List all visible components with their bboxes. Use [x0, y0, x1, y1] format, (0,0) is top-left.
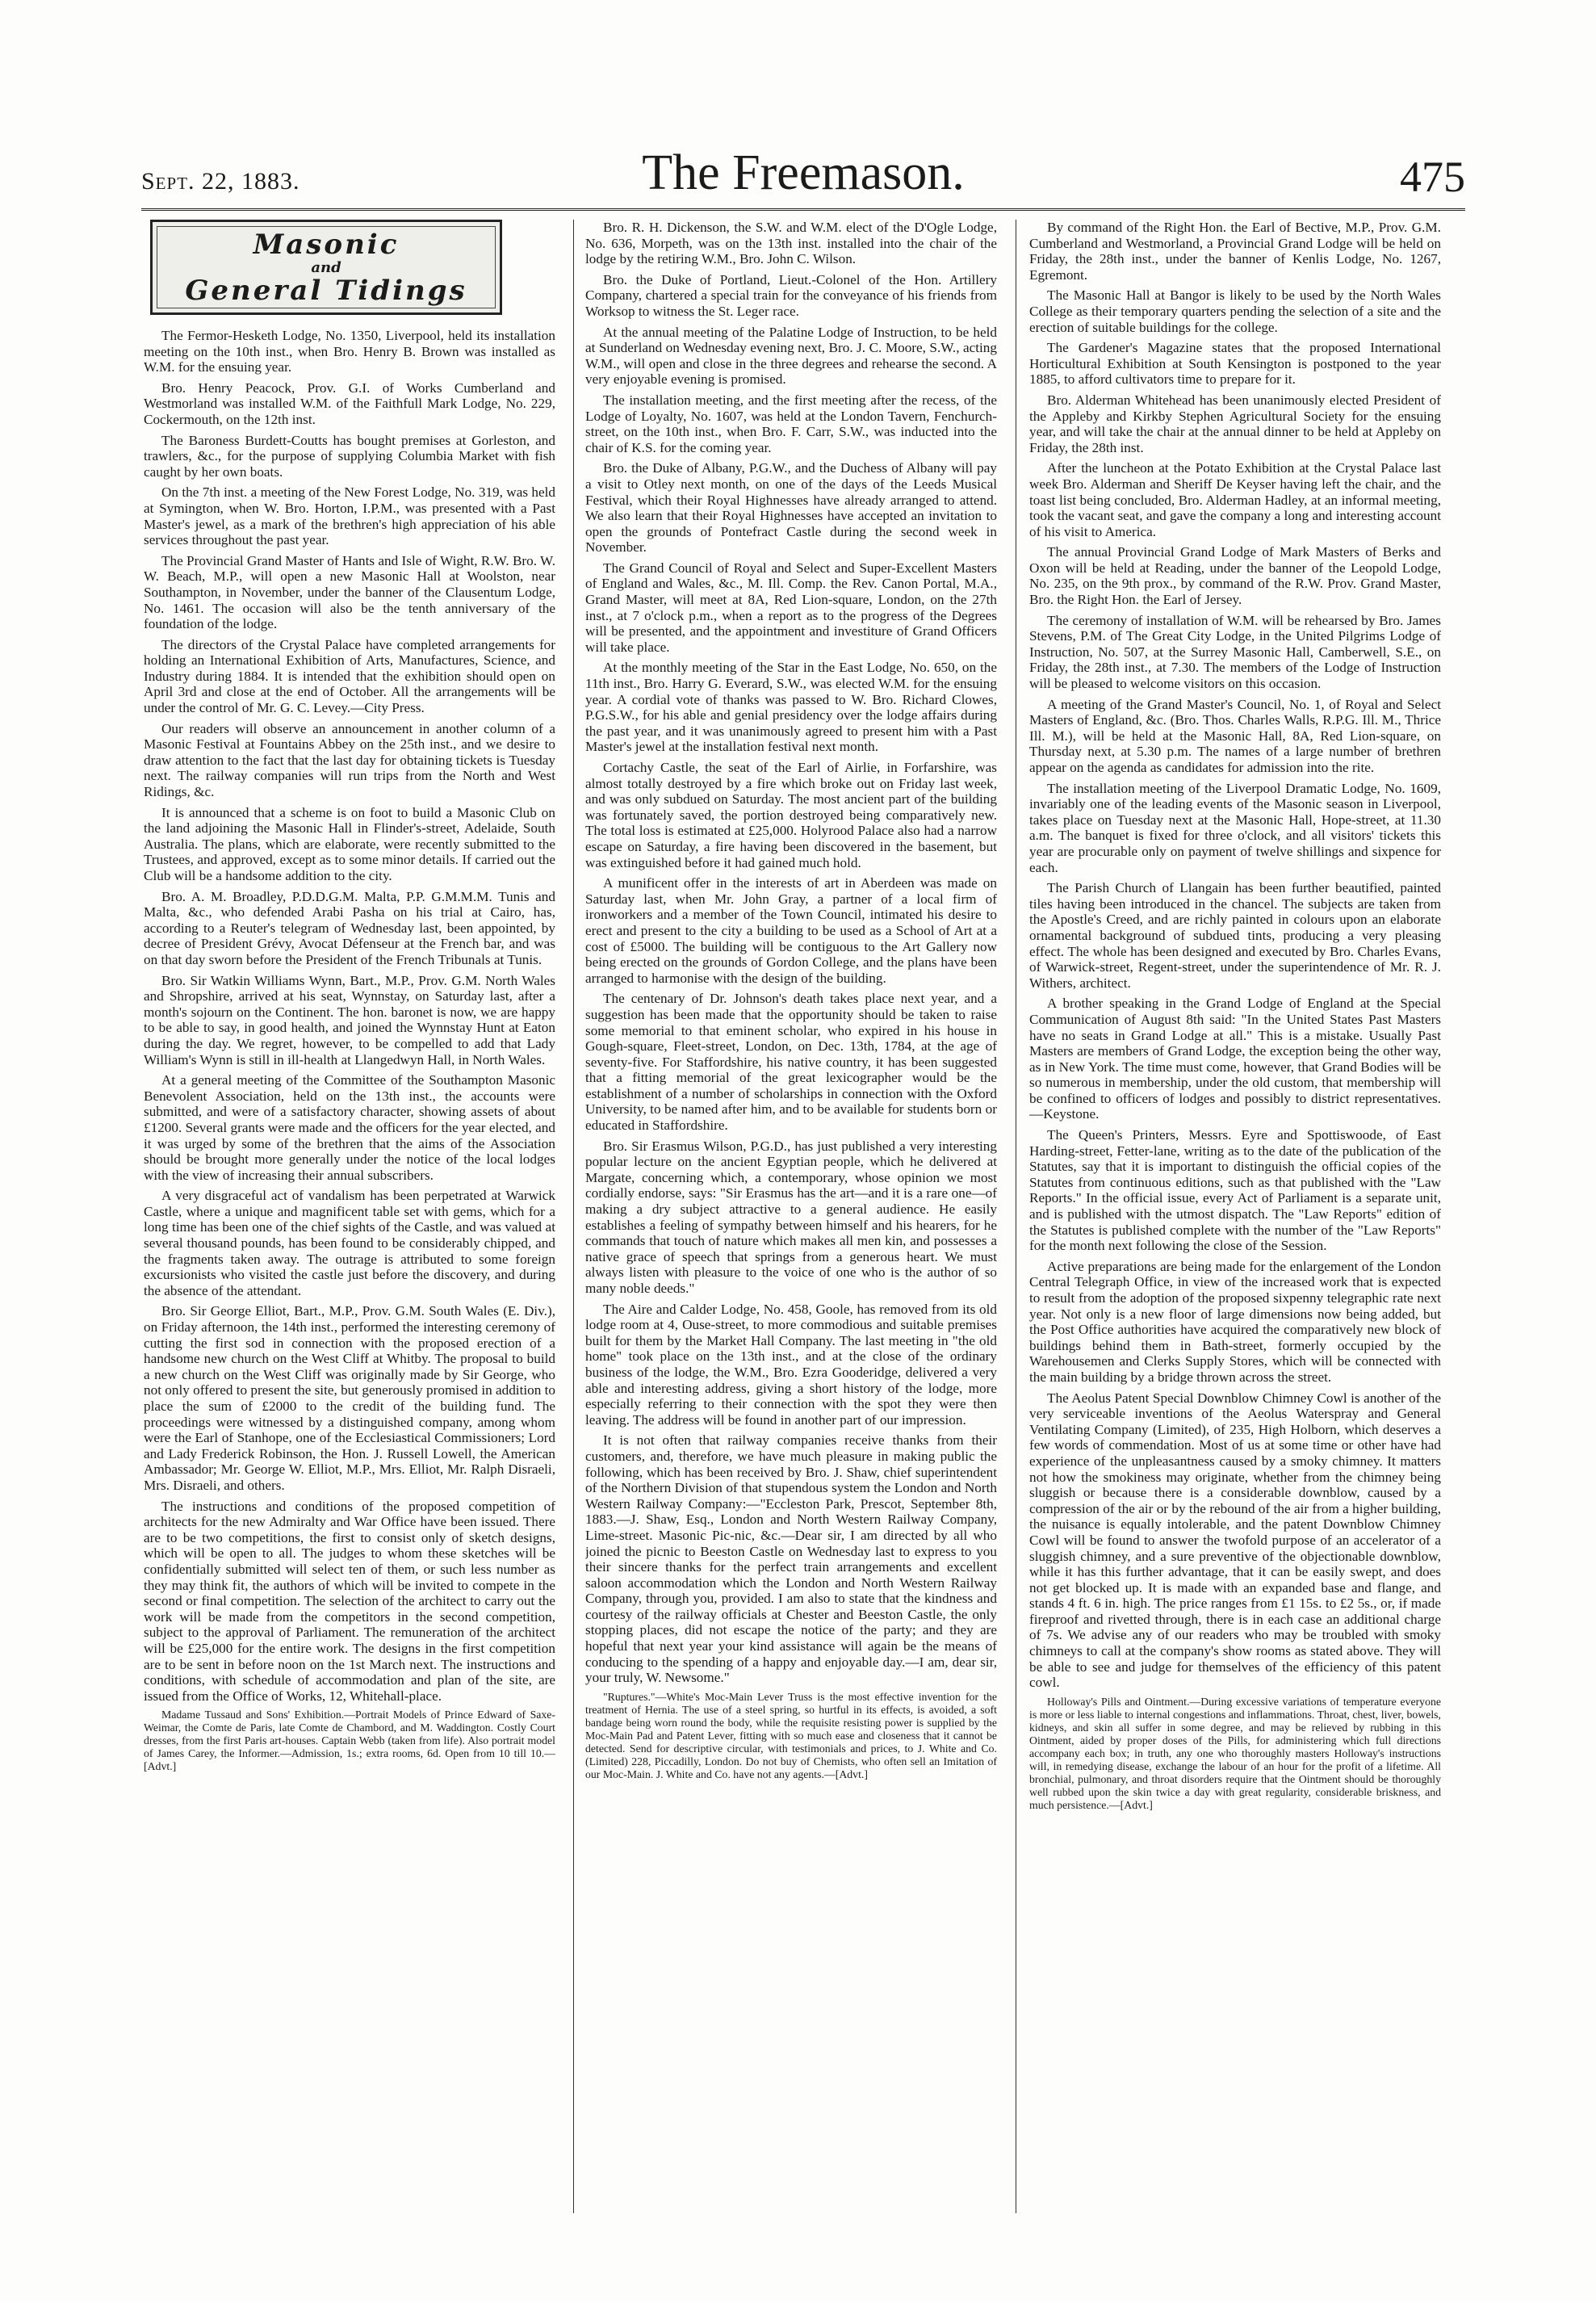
article-paragraph: A munificent offer in the interests of art in Aberdeen was made on Saturday last, when Mr. John Gray, a partner of a local firm of ironworkers and a member of the Town Council, intimated his desire to erect and present to the city a building to be used as a School of Art at a cost of £5000. The building will be contiguous to the Art Gallery now being erected on the grounds of Gordon College, and the plans have been arranged to harmonise with the design of the building.	[585, 875, 997, 986]
article-paragraph: The instructions and conditions of the proposed competition of architects for the new Admiralty and War Office have been issued. There are to be two competitions, the first to consist only of sketch designs, which will be open to all. The judges to whom these sketches will be confidentially submitted will select ten of them, or such less number as they may think fit, the authors of which will be invited to compete in the second or final competition. The selection of the architect to carry out the work will be made from the competitors in the second competition, subject to the approval of Parliament. The remuneration of the architect will be £25,000 for the entire work. The designs in the first competition are to be sent in before noon on the 1st March next. The instructions and conditions, with schedule of accommodation and plan of the site, are issued from the Office of Works, 12, Whitehall-place.	[144, 1498, 555, 1704]
article-paragraph: The Parish Church of Llangain has been further beautified, painted tiles having been introduced in the chancel. The subjects are taken from the Apostle's Creed, and are richly painted in colours upon an elaborate ornamental background of subdued tints, producing a very pleasing effect. The whole has been designed and executed by Bro. Charles Evans, of Warwick-street, Regent-street, under the superintendence of Mr. R. J. Withers, architect.	[1029, 880, 1441, 991]
article-paragraph: Bro. A. M. Broadley, P.D.D.G.M. Malta, P.P. G.M.M.M. Tunis and Malta, &c., who defended Arabi Pasha on his trial at Cairo, has, according to a Reuter's telegram of Wednesday last, been appointed, by decree of President Grévy, Avocat Défenseur at the French bar, and was on that day sworn before the President of the French Tribunals at Tunis.	[144, 888, 555, 967]
article-paragraph: The directors of the Crystal Palace have completed arrangements for holding an International Exhibition of Arts, Manufactures, Science, and Industry during 1884. It is intended that the exhibition should open on April 3rd and close at the end of October. All the arrangements will be under the control of Mr. G. C. Levey.—City Press.	[144, 636, 555, 716]
article-paragraph: A very disgraceful act of vandalism has been perpetrated at Warwick Castle, where a unique and magnificent table set with gems, which for a long time has been one of the chief sights of the Castle, and was valued at several thousand pounds, has been found to be considerably chipped, and the fragments taken away. The outrage is attributed to some foreign excursionists who visited the castle just before the discovery, and during the absence of the attendant.	[144, 1188, 555, 1298]
article-paragraph: Our readers will observe an announcement in another column of a Masonic Festival at Fountains Abbey on the 25th inst., and we desire to draw attention to the fact that the last day for obtaining tickets is Tuesday next. The railway companies will run trips from the North and West Ridings, &c.	[144, 720, 555, 800]
column-divider	[573, 220, 574, 2213]
article-paragraph: A meeting of the Grand Master's Council, No. 1, of Royal and Select Masters of England, &c. (Bro. Thos. Charles Walls, R.P.G. Ill. M., Thrice Ill. M.), will be held at the Masonic Hall, 8A, Red Lion-square, on Thursday next, at 5.30 p.m. The names of a large number of brethren appear on the agenda as candidates for admission into the rite.	[1029, 696, 1441, 775]
advertisement-paragraph: Holloway's Pills and Ointment.—During excessive variations of temperature everyone is more or less liable to internal congestions and inflammations. Throat, chest, liver, bowels, kidneys, and skin all suffer in some degree, and may be relieved by rubbing in this Ointment, aided by proper doses of the Pills, for administering which full directions accompany each box; in truth, any one who thoroughly masters Holloway's instructions will, in remedying disease, exchange the labour of an hour for the profit of a lifetime. All bronchial, pulmonary, and throat disorders require that the Ointment should be thoroughly well rubbed upon the skin twice a day with great regularity, considerable briskness, and much persistence.—[Advt.]	[1029, 1695, 1441, 1811]
article-paragraph: At the monthly meeting of the Star in the East Lodge, No. 650, on the 11th inst., Bro. Harry G. Everard, S.W., was elected W.M. for the ensuing year. A cordial vote of thanks was passed to W. Bro. Richard Clowes, P.G.S.W., for his able and genial presidency over the lodge affairs during the past year, and it was unanimously agreed to present him with a Past Master's jewel at the installation festival next month.	[585, 660, 997, 755]
article-paragraph: After the luncheon at the Potato Exhibition at the Crystal Palace last week Bro. Alderman and Sheriff De Keyser having left the chair, and the toast list being concluded, Bro. Alderman Hadley, at an informal meeting, took the vacant seat, and gave the company a long and interesting account of his visit to America.	[1029, 460, 1441, 539]
article-paragraph: Bro. Sir Watkin Williams Wynn, Bart., M.P., Prov. G.M. North Wales and Shropshire, arrived at his seat, Wynnstay, on Saturday last, after a month's sojourn on the Continent. The hon. baronet is now, we are happy to be able to say, in good health, and joined the Wynnstay Hunt at Eaton during the day. We regret, however, to be compelled to add that Lady William's Wynn is still in ill-health at Llangedwyn Hall, in North Wales.	[144, 972, 555, 1067]
article-paragraph: Bro. Henry Peacock, Prov. G.I. of Works Cumberland and Westmorland was installed W.M. of the Faithfull Mark Lodge, No. 229, Cockermouth, on the 12th inst.	[144, 379, 555, 427]
article-paragraph: Active preparations are being made for the enlargement of the London Central Telegraph Office, in view of the increased work that is expected to result from the adoption of the proposed sixpenny telegraphic rate next year. Not only is a new floor of large dimensions now being added, but the Post Office authorities have acquired the comparatively new block of buildings behind them in Bath-street, formerly occupied by the Warehousemen and Clerks Supply Stores, which will be connected with the main building by a bridge thrown across the street.	[1029, 1258, 1441, 1385]
section-heading	[150, 220, 502, 315]
article-paragraph: Bro. the Duke of Portland, Lieut.-Colonel of the Hon. Artillery Company, chartered a special train for the conveyance of his friends from Worksop to witness the St. Leger race.	[585, 271, 997, 319]
article-paragraph: At the annual meeting of the Palatine Lodge of Instruction, to be held at Sunderland on Wednesday evening next, Bro. J. C. Moore, S.W., acting W.M., will open and close in the three degrees and rehearse the second. A very enjoyable evening is promised.	[585, 324, 997, 388]
page-number: 475	[1400, 153, 1465, 201]
article-paragraph: The ceremony of installation of W.M. will be rehearsed by Bro. James Stevens, P.M. of The Great City Lodge, in the United Pilgrims Lodge of Instruction, No. 507, at the Surrey Masonic Hall, Camberwell, S.E., on Friday, the 28th inst., at 7.30. The members of the Lodge of Instruction will be pleased to welcome visitors on this occasion.	[1029, 612, 1441, 692]
article-paragraph: The Provincial Grand Master of Hants and Isle of Wight, R.W. Bro. W. W. Beach, M.P., will open a new Masonic Hall at Woolston, near Southampton, in November, under the banner of the Clausentum Lodge, No. 1461. The occasion will also be the tenth anniversary of the foundation of the lodge.	[144, 552, 555, 632]
article-paragraph: A brother speaking in the Grand Lodge of England at the Special Communication of August 8th said: "In the United States Past Masters have no seats in Grand Lodge at all." This is a mistake. Usually Past Masters are members of Grand Lodge, the exception being the other way, as in New York. The time must come, however, that Grand Bodies will be so numerous in membership, under the old custom, that membership will be confined to officers of lodges and possibly to district representatives.—Keystone.	[1029, 996, 1441, 1122]
article-paragraph: The installation meeting, and the first meeting after the recess, of the Lodge of Loyalty, No. 1607, was held at the London Tavern, Fenchurch-street, on the 10th inst., when Bro. F. Carr, S.W., was inducted into the chair of K.S. for the coming year.	[585, 392, 997, 455]
column-2-paragraphs	[585, 220, 997, 1781]
section-heading-line-1: Masonic	[253, 228, 400, 261]
article-paragraph: The Masonic Hall at Bangor is likely to be used by the North Wales College as their temporary quarters pending the selection of a site and the erection of suitable buildings for the college.	[1029, 287, 1441, 335]
newspaper-title: The Freemason.	[642, 145, 965, 200]
advertisement-paragraph: "Ruptures."—White's Moc-Main Lever Truss is the most effective invention for the treatment of Hernia. The use of a steel spring, so hurtful in its effects, is avoided, a soft bandage being worn round the body, while the requisite resisting power is supplied by the Moc-Main Pad and Patent Lever, fitting with so much ease and closeness that it cannot be detected. Send for descriptive circular, with testimonials and prices, to J. White and Co. (Limited) 228, Piccadilly, London. Do not buy of Chemists, who often sell an Imitation of our Moc-Main. J. White and Co. have not any agents.—[Advt.]	[585, 1690, 997, 1780]
advertisement-paragraph: Madame Tussaud and Sons' Exhibition.—Portrait Models of Prince Edward of Saxe-Weimar, the Comte de Paris, late Comte de Chambord, and M. Waddington. Costly Court dresses, from the first Paris art-houses. Captain Webb (taken from life). Also portrait model of James Carey, the Informer.—Admission, 1s.; extra rooms, 6d. Open from 10 till 10.—[Advt.]	[144, 1709, 555, 1773]
column-1	[144, 220, 555, 2213]
article-paragraph: The annual Provincial Grand Lodge of Mark Masters of Berks and Oxon will be held at Reading, under the banner of the Leopold Lodge, No. 235, on the 9th prox., by command of the R.W. Prov. Grand Master, Bro. the Right Hon. the Earl of Jersey.	[1029, 544, 1441, 608]
article-paragraph: The Aire and Calder Lodge, No. 458, Goole, has removed from its old lodge room at 4, Ouse-street, to more commodious and suitable premises built for them by the Market Hall Company. The last meeting in "the old home" took place on the 13th inst., and at the close of the ordinary business of the lodge, the W.M., Bro. Ezra Gooderidge, delivered a very able and interesting address, giving a short history of the lodge, more especially referring to their connection with the spot they were then leaving. The address will be found in another part of our impression.	[585, 1301, 997, 1428]
article-paragraph: It is announced that a scheme is on foot to build a Masonic Club on the land adjoining the Masonic Hall in Flinder's-street, Adelaide, South Australia. The plans, which are elaborate, were recently submitted to the Trustees, and approved, except as to some minor details. If carried out the Club will be a handsome addition to the city.	[144, 804, 555, 883]
masthead-rule	[141, 208, 1465, 211]
article-paragraph: Cortachy Castle, the seat of the Earl of Airlie, in Forfarshire, was almost totally destroyed by a fire which broke out on Friday last week, and was only subdued on Saturday. The most ancient part of the building was fortunately saved, the portion destroyed being comparatively new. The total loss is estimated at £25,000. Holyrood Palace also had a narrow escape on Saturday, a fire having been discovered in the basement, but was extinguished before it had gained much hold.	[585, 760, 997, 870]
issue-date: Sept. 22, 1883.	[141, 168, 300, 195]
column-3	[1029, 220, 1441, 2213]
article-paragraph: Bro. R. H. Dickenson, the S.W. and W.M. elect of the D'Ogle Lodge, No. 636, Morpeth, was on the 13th inst. installed into the chair of the lodge by the retiring W.M., Bro. John C. Wilson.	[585, 220, 997, 267]
article-paragraph: Bro. Sir George Elliot, Bart., M.P., Prov. G.M. South Wales (E. Div.), on Friday afternoon, the 14th inst., performed the interesting ceremony of cutting the first sod in connection with the proposed erection of a handsome new church on the West Cliff at Whitby. The proposal to build a new church on the West Cliff was originally made by Sir George, who not only offered to present the site, but generously promised in addition to place the sum of £2000 to the credit of the building fund. The proceedings were witnessed by a distinguished company, among whom were the Earl of Stanhope, one of the Ecclesiastical Commissioners; Lord and Lady Frederick Robinson, the Hon. J. Russell Lowell, the American Ambassador; Mr. George W. Elliot, M.P., Mrs. Elliot, Mr. Ralph Disraeli, Mrs. Disraeli, and others.	[144, 1303, 555, 1493]
article-paragraph: It is not often that railway companies receive thanks from their customers, and, therefore, we have much pleasure in making public the following, which has been received by Bro. J. Shaw, chief superintendent of the Northern Division of that stupendous system the London and North Western Railway Company:—"Eccleston Park, Prescot, September 8th, 1883.—J. Shaw, Esq., London and North Western Railway Company, Lime-street. Masonic Pic-nic, &c.—Dear sir, I am directed by all who joined the picnic to Beeston Castle on Wednesday last to express to you their sincere thanks for the perfect train arrangements and excellent saloon accommodation which the London and North Western Railway Company, through you, provided. I am also to state that the kindness and courtesy of the railway officials at Chester and Beeston Castle, the only stopping places, did not escape the notice of the party; and they are hopeful that next year your kind assistance will again be the means of conducing to the spending of a happy and enjoyable day.—I am, dear sir, your truly, W. Newsome."	[585, 1432, 997, 1686]
column-1-paragraphs	[144, 328, 555, 1773]
article-paragraph: The Grand Council of Royal and Select and Super-Excellent Masters of England and Wales, &c., M. Ill. Comp. the Rev. Canon Portal, M.A., Grand Master, will meet at 8A, Red Lion-square, London, on the 27th inst., at 7 o'clock p.m., when a report as to the progress of the Degrees will be presented, and the appointment and investiture of Grand Officers will take place.	[585, 560, 997, 655]
article-paragraph: The Baroness Burdett-Coutts has bought premises at Gorleston, and trawlers, &c., for the purpose of supplying Columbia Market with fish caught by her own boats.	[144, 432, 555, 480]
section-heading-line-3: General Tidings	[185, 274, 467, 307]
article-paragraph: Bro. Sir Erasmus Wilson, P.G.D., has just published a very interesting popular lecture on the ancient Egyptian people, which he delivered at Margate, concerning which, a contemporary, whose opinion we most cordially endorse, says: "Sir Erasmus has the art—and it is a rare one—of making a dry subject attractive to a general audience. He easily establishes a feeling of sympathy between himself and his hearers, for he commands that touch of nature which makes all men kin, and possesses a native grace of speech that springs from a generous heart. We must always listen with pleasure to the voice of one who is the author of so many noble deeds."	[585, 1138, 997, 1296]
article-paragraph: The Gardener's Magazine states that the proposed International Horticultural Exhibition at South Kensington is postponed to the year 1885, to afford cultivators time to prepare for it.	[1029, 340, 1441, 388]
article-paragraph: The installation meeting of the Liverpool Dramatic Lodge, No. 1609, invariably one of the leading events of the Masonic season in Liverpool, takes place on Tuesday next at the Masonic Hall, Hope-street, at 11.30 a.m. The banquet is fixed for three o'clock, and all visitors' tickets this year are procurable only on payment of twelve shillings and sixpence for each.	[1029, 780, 1441, 875]
column-3-paragraphs	[1029, 220, 1441, 1812]
article-paragraph: By command of the Right Hon. the Earl of Bective, M.P., Prov. G.M. Cumberland and Westmorland, a Provincial Grand Lodge will be held on Friday, the 28th inst., under the banner of Kenlis Lodge, No. 1267, Egremont.	[1029, 220, 1441, 283]
article-paragraph: Bro. the Duke of Albany, P.G.W., and the Duchess of Albany will pay a visit to Otley next month, on one of the days of the Leeds Musical Festival, which their Royal Highnesses have already arranged to attend. We also learn that their Royal Highnesses have accepted an invitation to open the grounds of Pontefract Castle during the second week in November.	[585, 460, 997, 556]
article-paragraph: The Aeolus Patent Special Downblow Chimney Cowl is another of the very serviceable inventions of the Aeolus Waterspray and General Ventilating Company (Limited), of 235, High Holborn, which deserves a few words of commendation. Most of us at some time or other have had experience of the unpleasantness caused by a smoky chimney. It matters not how the smokiness may originate, whether from the chimney being sluggish or because there is a considerable downblow, caused by a compression of the air or by the rebound of the air from a higher building, the nuisance is equally intolerable, and the patent Downblow Chimney Cowl will be found to answer the twofold purpose of an accelerator of a sluggish chimney, and a sure preventive of the objectionable downblow, while it has this further advantage, that it can be easily swept, and does not get blocked up. It is made with an expanded base and flange, and stands 4 ft. 6 in. high. The price ranges from £1 15s. to £2 5s., or, if made fireproof and rivetted through, there is in each case an additional charge of 7s. We advise any of our readers who may be troubled with smoky chimneys to call at the company's show rooms as stated above. They will be able to see and judge for themselves of the efficiency of this patent cowl.	[1029, 1390, 1441, 1691]
masthead	[141, 137, 1465, 202]
article-paragraph: Bro. Alderman Whitehead has been unanimously elected President of the Appleby and Kirkby Stephen Agricultural Society for the ensuing year, and will take the chair at the annual dinner to be held at Appleby on Friday, the 28th inst.	[1029, 392, 1441, 455]
article-paragraph: The Fermor-Hesketh Lodge, No. 1350, Liverpool, held its installation meeting on the 10th inst., when Bro. Henry B. Brown was installed as W.M. for the ensuing year.	[144, 328, 555, 375]
section-heading-line-2: and	[311, 258, 341, 276]
article-paragraph: On the 7th inst. a meeting of the New Forest Lodge, No. 319, was held at Symington, when W. Bro. Horton, I.P.M., was presented with a Past Master's jewel, as a mark of the brethren's high appreciation of his able services throughout the past year.	[144, 484, 555, 548]
article-paragraph: At a general meeting of the Committee of the Southampton Masonic Benevolent Association, held on the 13th inst., the accounts were submitted, and were of a satisfactory character, showing assets of about £1200. Several grants were made and the officers for the year elected, and it was urged by some of the brethren that the aims of the Association should be brought more generally under the notice of the local lodges with the view of increasing their annual subscribers.	[144, 1072, 555, 1183]
article-paragraph: The centenary of Dr. Johnson's death takes place next year, and a suggestion has been made that the opportunity should be taken to raise some memorial to that eminent scholar, who expired in his house in Gough-square, Fleet-street, London, on Dec. 13th, 1784, at the age of seventy-five. For Staffordshire, his native country, it has been suggested that a fitting memorial of the great lexicographer would be the establishment of a number of scholarships in connection with the Oxford University, to be named after him, and to be available for students born or educated in Staffordshire.	[585, 991, 997, 1134]
article-paragraph: The Queen's Printers, Messrs. Eyre and Spottiswoode, of East Harding-street, Fetter-lane, writing as to the date of the publication of the Statutes, say that it is important to distinguish the official copies of the Statutes from continuous editions, such as that published with the "Law Reports." In the official issue, every Act of Parliament is a separate unit, and is published with the utmost dispatch. The "Law Reports" edition of the Statutes is published complete with the number of the "Law Reports" for the month next following the close of the Session.	[1029, 1127, 1441, 1254]
column-2	[585, 220, 997, 2213]
